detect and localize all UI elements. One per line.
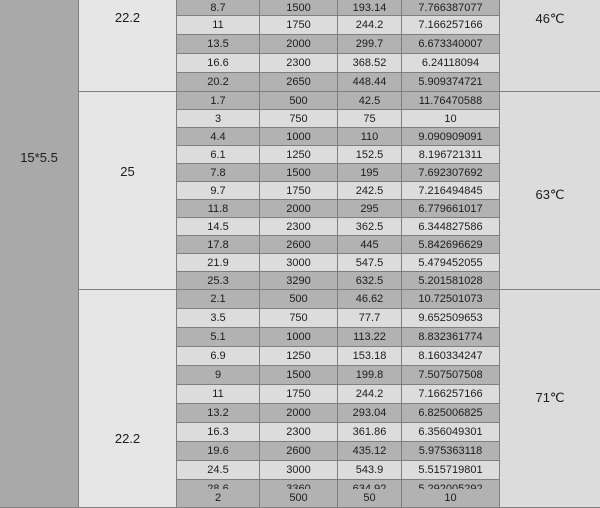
table-cell: 13.2 [177, 404, 260, 423]
table-cell: 3 [177, 110, 260, 128]
table-cell: 46.62 [338, 290, 402, 309]
table-cell: 8.196721311 [402, 146, 500, 164]
table-cell: 7.766387077 [402, 0, 500, 16]
table-cell: 8.160334247 [402, 347, 500, 366]
table-cell: 2600 [260, 442, 338, 461]
table-cell: 3000 [260, 254, 338, 272]
table-cell: 448.44 [338, 73, 402, 92]
table-cell: 14.5 [177, 218, 260, 236]
table-cell: 21.9 [177, 254, 260, 272]
table-cell: 2000 [260, 404, 338, 423]
table-cell: 5.842696629 [402, 236, 500, 254]
table-cell: 6.825006825 [402, 404, 500, 423]
table-cell: 24.5 [177, 461, 260, 480]
table-cell: 6.1 [177, 146, 260, 164]
table-cell: 50 [338, 489, 402, 508]
table-cell: 1750 [260, 16, 338, 35]
table-cell: 10 [402, 110, 500, 128]
table-cell: 2600 [260, 236, 338, 254]
table-cell: 299.7 [338, 35, 402, 54]
table-cell: 6.673340007 [402, 35, 500, 54]
table-cell: 500 [260, 92, 338, 110]
table-cell: 7.8 [177, 164, 260, 182]
table-cell: 5.479452055 [402, 254, 500, 272]
table-cell: 2300 [260, 218, 338, 236]
table-cell: 9.652509653 [402, 309, 500, 328]
table-cell: 242.5 [338, 182, 402, 200]
table-cell: 9 [177, 366, 260, 385]
table-cell: 75 [338, 110, 402, 128]
table-cell: 362.5 [338, 218, 402, 236]
table-cell: 632.5 [338, 272, 402, 290]
table-cell: 6.356049301 [402, 423, 500, 442]
table-cell: 1000 [260, 128, 338, 146]
group-label: 22.2 [79, 0, 177, 92]
table-cell: 2300 [260, 54, 338, 73]
table-cell: 11.8 [177, 200, 260, 218]
table-cell: 199.8 [338, 366, 402, 385]
table-cell: 25.3 [177, 272, 260, 290]
table-cell: 16.3 [177, 423, 260, 442]
table-cell: 1750 [260, 385, 338, 404]
table-cell: 7.166257166 [402, 385, 500, 404]
table-cell: 5.975363118 [402, 442, 500, 461]
table-cell: 13.5 [177, 35, 260, 54]
table-cell: 2650 [260, 73, 338, 92]
table-cell: 17.8 [177, 236, 260, 254]
group-label: 25 [79, 92, 177, 290]
table-cell: 3000 [260, 461, 338, 480]
table-cell: 10 [402, 489, 500, 508]
table-cell: 1250 [260, 146, 338, 164]
table-cell: 193.14 [338, 0, 402, 16]
table-cell: 2000 [260, 35, 338, 54]
table-cell: 435.12 [338, 442, 402, 461]
group-temp: 63℃ [500, 92, 600, 290]
table-cell: 1000 [260, 328, 338, 347]
table-cell: 295 [338, 200, 402, 218]
table-cell: 1.7 [177, 92, 260, 110]
table-cell: 750 [260, 309, 338, 328]
table-cell: 1500 [260, 164, 338, 182]
table-cell: 3.5 [177, 309, 260, 328]
table-cell: 5.201581028 [402, 272, 500, 290]
table-cell: 547.5 [338, 254, 402, 272]
table-cell: 6.779661017 [402, 200, 500, 218]
table-cell: 500 [260, 290, 338, 309]
table-cell: 368.52 [338, 54, 402, 73]
group-temp: 46℃ [500, 0, 600, 92]
table-cell: 113.22 [338, 328, 402, 347]
table-cell: 543.9 [338, 461, 402, 480]
table-cell: 7.507507508 [402, 366, 500, 385]
group-temp: 71℃ [500, 290, 600, 498]
table-cell: 1500 [260, 366, 338, 385]
table-cell: 2000 [260, 200, 338, 218]
table-cell: 1500 [260, 0, 338, 16]
table-cell: 11 [177, 16, 260, 35]
table-cell: 110 [338, 128, 402, 146]
table-cell: 5.1 [177, 328, 260, 347]
table-cell: 7.216494845 [402, 182, 500, 200]
table-cell: 195 [338, 164, 402, 182]
group-temp [500, 489, 600, 508]
table-cell: 1750 [260, 182, 338, 200]
table-cell: 293.04 [338, 404, 402, 423]
table-cell: 6.9 [177, 347, 260, 366]
table-cell: 361.86 [338, 423, 402, 442]
table-cell: 8.7 [177, 0, 260, 16]
table-cell: 244.2 [338, 16, 402, 35]
table-cell: 9.090909091 [402, 128, 500, 146]
table-cell: 42.5 [338, 92, 402, 110]
left-label: 15*5.5 [0, 0, 79, 508]
table-cell: 2 [177, 489, 260, 508]
table-cell: 7.166257166 [402, 16, 500, 35]
table-cell: 77.7 [338, 309, 402, 328]
table-cell: 11.76470588 [402, 92, 500, 110]
table-cell: 9.7 [177, 182, 260, 200]
table-cell: 7.692307692 [402, 164, 500, 182]
table-cell: 8.832361774 [402, 328, 500, 347]
table-cell: 19.6 [177, 442, 260, 461]
group-label [79, 489, 177, 508]
table-cell: 5.515719801 [402, 461, 500, 480]
table-cell: 2.1 [177, 290, 260, 309]
table-cell: 6.24118094 [402, 54, 500, 73]
table-cell: 1250 [260, 347, 338, 366]
table-cell: 750 [260, 110, 338, 128]
table-cell: 4.4 [177, 128, 260, 146]
table-cell: 16.6 [177, 54, 260, 73]
table-cell: 2300 [260, 423, 338, 442]
table-cell: 152.5 [338, 146, 402, 164]
table-cell: 5.909374721 [402, 73, 500, 92]
table-cell: 445 [338, 236, 402, 254]
table-cell: 6.344827586 [402, 218, 500, 236]
table-cell: 3290 [260, 272, 338, 290]
table-cell: 11 [177, 385, 260, 404]
table-cell: 500 [260, 489, 338, 508]
group-label: 22.2 [79, 290, 177, 498]
table-cell: 10.72501073 [402, 290, 500, 309]
table-cell: 153.18 [338, 347, 402, 366]
table-cell: 20.2 [177, 73, 260, 92]
table-cell: 244.2 [338, 385, 402, 404]
